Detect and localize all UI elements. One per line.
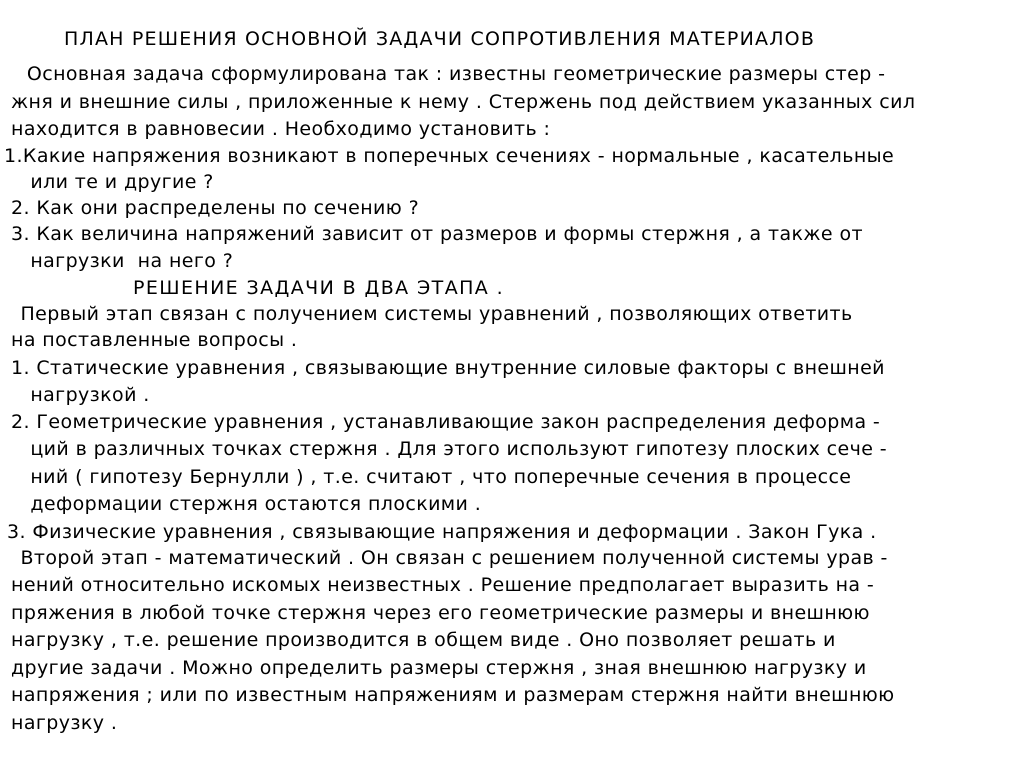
stage2-line: пряжения в любой точке стержня через его геометрические размеры и внешнюю [11,602,870,624]
stage1-line: на поставленные вопросы . [11,329,298,351]
intro-line: находится в равновесии . Необходимо установить : [11,118,551,140]
stage2-line: напряжения ; или по известным напряжениям и размерам стержня найти внешнюю [11,684,895,706]
question-line: 2. Как они распределены по сечению ? [11,197,420,219]
question-line: нагрузки на него ? [11,250,234,272]
intro-line: жня и внешние силы , приложенные к нему . Стержень под действием указанных сил [11,91,916,113]
stage2-line: нагрузку , т.е. решение производится в общем виде . Оно позволяет решать и [11,629,836,651]
stage1-line: ний ( гипотезу Бернулли ) , т.е. считают , что поперечные сечения в процессе [11,466,852,488]
question-line: 1.Какие напряжения возникают в поперечных сечениях - нормальные , касательные [4,145,895,167]
stage1-line: нагрузкой . [11,384,150,406]
stage2-line: нагрузку . [11,712,118,734]
stage2-line: нений относительно искомых неизвестных . Решение предполагает выразить на - [11,574,875,596]
section-heading: РЕШЕНИЕ ЗАДАЧИ В ДВА ЭТАПА . [133,277,505,299]
intro-line: Основная задача сформулирована так : известны геометрические размеры стер - [14,63,886,85]
stage1-line: Первый этап связан с получением системы уравнений , позволяющих ответить [14,303,853,325]
stage2-line: другие задачи . Можно определить размеры стержня , зная внешнюю нагрузку и [11,657,867,679]
question-line: или те и другие ? [11,171,214,193]
question-line: 3. Как величина напряжений зависит от размеров и формы стержня , а также от [11,223,863,245]
stage1-line: ций в различных точках стержня . Для этого используют гипотезу плоских сече - [11,438,887,460]
stage1-line: 3. Физические уравнения , связывающие напряжения и деформации . Закон Гука . [7,521,877,543]
stage1-line: 1. Статические уравнения , связывающие внутренние силовые факторы с внешней [11,357,885,379]
page-title: ПЛАН РЕШЕНИЯ ОСНОВНОЙ ЗАДАЧИ СОПРОТИВЛЕНИЯ МАТЕРИАЛОВ [64,28,816,50]
stage1-line: 2. Геометрические уравнения , устанавливающие закон распределения деформа - [11,411,881,433]
stage1-line: деформации стержня остаются плоскими . [11,493,482,515]
stage2-line: Второй этап - математический . Он связан с решением полученной системы урав - [14,547,888,569]
